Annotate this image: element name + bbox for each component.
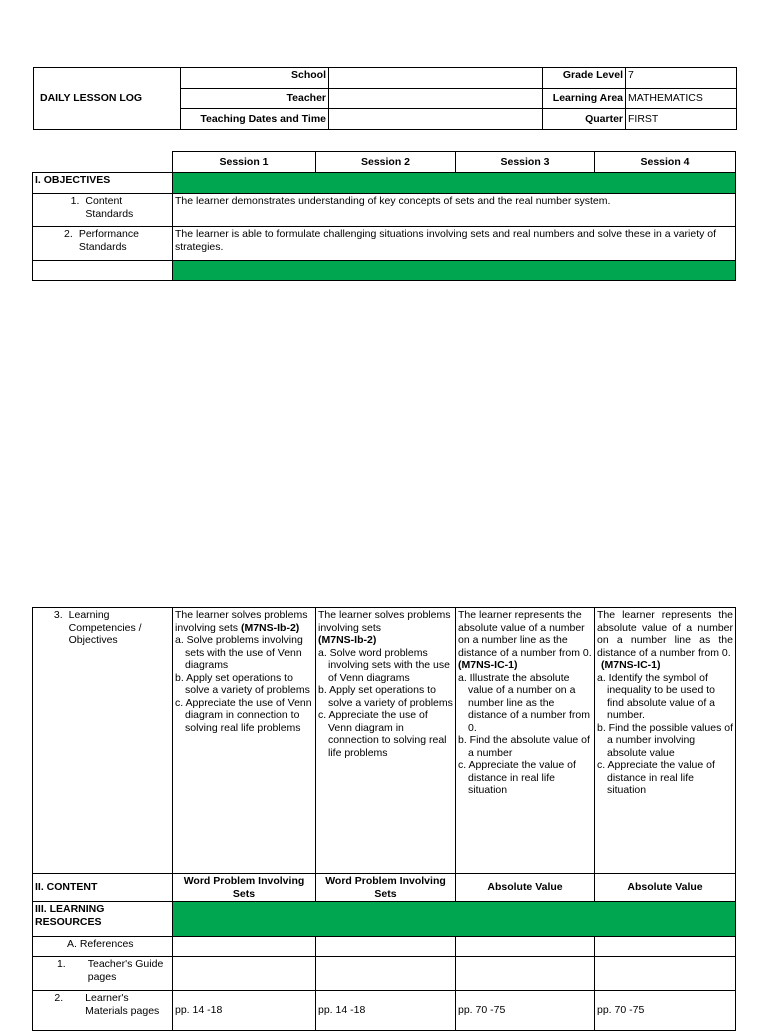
performance-standards-label: Performance Standards: [78, 228, 139, 253]
session-3-competencies: [456, 608, 595, 874]
teacher-label: Teacher: [181, 89, 329, 109]
session-3-header: Session 3: [456, 152, 595, 173]
blank-row-label: [33, 261, 173, 281]
s1-objective-a: a. Solve problems involving sets with the use of Venn diagrams: [175, 634, 303, 671]
teachers-guide-label: Teacher's Guide pages: [87, 958, 164, 983]
competencies-label-cell: [33, 608, 173, 874]
resources-green-band: [173, 902, 736, 937]
learning-resources-heading: III. LEARNING RESOURCES: [33, 902, 173, 937]
competencies-label: Learning Competencies / Objectives: [68, 609, 142, 646]
quarter-field[interactable]: FIRST: [626, 109, 737, 130]
content-heading: II. CONTENT: [33, 874, 173, 902]
performance-standards-number: 2.: [64, 228, 73, 240]
learners-materials-label-cell: [33, 991, 173, 1031]
school-field[interactable]: [329, 68, 543, 89]
objectives-green-band: [173, 173, 736, 194]
session-1-competencies: [173, 608, 316, 874]
references-s1: [173, 937, 316, 957]
teachers-guide-number: 1.: [56, 958, 66, 970]
s2-objective-c: c. Appreciate the use of Venn diagram in connection to solving real life problems: [318, 709, 447, 759]
objectives-heading: I. OBJECTIVES: [33, 173, 173, 194]
session-1-header: Session 1: [173, 152, 316, 173]
s4-intro: The learner represents the absolute value of a number on a number line as the distance of a number from 0.: [597, 609, 733, 659]
references-label: A. References: [67, 938, 134, 950]
s3-objective-a: a. Illustrate the absolute value of a number on a number line as the distance of a number from 0.: [458, 671, 590, 734]
content-session-2: Word Problem Involving Sets: [316, 874, 456, 902]
s1-objective-b: b. Apply set operations to solve a variety of problems: [175, 671, 310, 696]
dates-field[interactable]: [329, 109, 543, 130]
learning-area-label: Learning Area: [543, 89, 626, 109]
content-session-3: Absolute Value: [456, 874, 595, 902]
competencies-number: 3.: [53, 609, 63, 621]
references-s3: [456, 937, 595, 957]
s2-objective-b: b. Apply set operations to solve a variety of problems: [318, 684, 453, 709]
session-4-competencies: [595, 608, 736, 874]
blank-corner: [33, 152, 173, 173]
content-standards-label-cell: [33, 194, 173, 227]
lesson-table: [32, 607, 736, 1031]
lm-session-2: pp. 14 -18: [316, 991, 456, 1031]
s4-objective-a: a. Identify the symbol of inequality to be used to find absolute value of a number.: [597, 671, 715, 721]
grade-level-field[interactable]: 7: [626, 68, 737, 89]
content-session-1: Word Problem Involving Sets: [173, 874, 316, 902]
lesson-log-title: DAILY LESSON LOG: [34, 68, 181, 130]
content-standards-number: 1.: [70, 195, 80, 207]
s2-code: (M7NS-Ib-2): [318, 634, 377, 646]
lm-session-1: pp. 14 -18: [173, 991, 316, 1031]
s3-objective-c: c. Appreciate the value of distance in real life situation: [458, 759, 576, 796]
tg-s4: [595, 957, 736, 991]
session-2-header: Session 2: [316, 152, 456, 173]
tg-s1: [173, 957, 316, 991]
s4-objective-b: b. Find the possible values of a number involving absolute value: [597, 721, 733, 759]
s3-intro: The learner represents the absolute value of a number on a number line as the distance of a number from 0.: [458, 609, 592, 659]
s3-objective-b: b. Find the absolute value of a number: [458, 734, 590, 759]
grade-level-label: Grade Level: [543, 68, 626, 89]
tg-s2: [316, 957, 456, 991]
references-label-cell: [33, 937, 173, 957]
session-4-header: Session 4: [595, 152, 736, 173]
content-standards-text: The learner demonstrates understanding of key concepts of sets and the real number system.: [173, 194, 736, 227]
s1-intro: The learner solves problems involving sets: [175, 609, 308, 634]
session-2-competencies: [316, 608, 456, 874]
content-standards-label: Content Standards: [85, 195, 134, 220]
dates-label: Teaching Dates and Time: [181, 109, 329, 130]
teachers-guide-label-cell: [33, 957, 173, 991]
lm-session-4: pp. 70 -75: [595, 991, 736, 1031]
learning-area-field[interactable]: MATHEMATICS: [626, 89, 737, 109]
lm-session-3: pp. 70 -75: [456, 991, 595, 1031]
s4-objective-c: c. Appreciate the value of distance in real life situation: [597, 759, 715, 796]
references-s2: [316, 937, 456, 957]
s4-code: (M7NS-IC-1): [601, 659, 661, 671]
header-table: [33, 67, 737, 130]
s2-objective-a: a. Solve word problems involving sets with the use of Venn diagrams: [318, 646, 450, 684]
s1-code: (M7NS-Ib-2): [240, 621, 300, 634]
teacher-field[interactable]: [329, 89, 543, 109]
quarter-label: Quarter: [543, 109, 626, 130]
content-session-4: Absolute Value: [595, 874, 736, 902]
school-label: School: [181, 68, 329, 89]
objectives-table: [32, 151, 736, 281]
learners-materials-label: Learner's Materials pages: [85, 992, 160, 1017]
learners-materials-number: 2.: [54, 992, 64, 1004]
objectives-green-band-2: [173, 261, 736, 281]
performance-standards-text: The learner is able to formulate challenging situations involving sets and real numbers and solve these in a variety of strategies.: [173, 227, 736, 261]
tg-s3: [456, 957, 595, 991]
references-s4: [595, 937, 736, 957]
s3-code: (M7NS-IC-1): [458, 659, 518, 671]
s1-objective-c: c. Appreciate the use of Venn diagram in connection to solving real life problems: [175, 696, 312, 734]
performance-standards-label-cell: [33, 227, 173, 261]
s2-intro: The learner solves problems involving sets: [318, 609, 451, 634]
